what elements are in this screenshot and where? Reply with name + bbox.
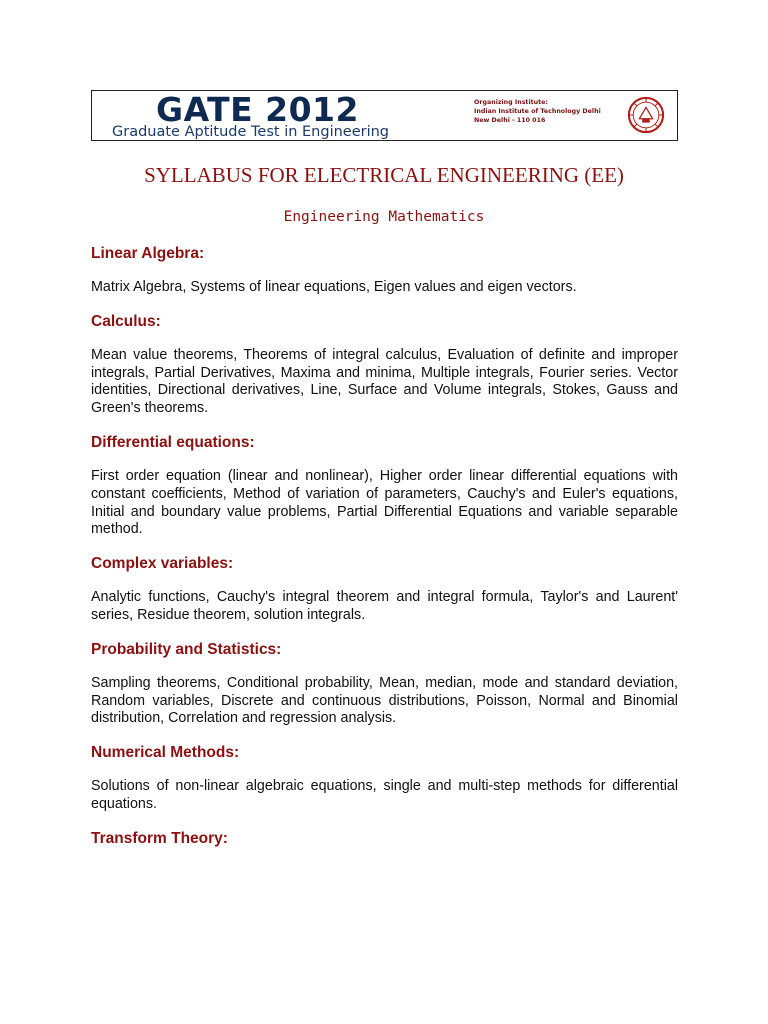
section-calculus: [91, 312, 678, 433]
section-linear-algebra: [91, 244, 678, 312]
section-title: Numerical Methods:: [91, 744, 240, 762]
header-banner: [91, 90, 678, 141]
section-body: Mean value theorems, Theorems of integral calculus, Evaluation of definite and improper integrals, Partial Derivatives, Maxima and minima, Multiple integrals, Fourier series. Vector identities, Directional derivatives, Line, Surface and Volume integrals, Stokes, Gauss and Green's theorems.: [91, 346, 678, 417]
section-complex-variables: [91, 554, 678, 640]
page-title: SYLLABUS FOR ELECTRICAL ENGINEERING (EE): [144, 163, 624, 187]
organizing-institute: [474, 98, 601, 125]
section-body: Analytic functions, Cauchy's integral theorem and integral formula, Taylor's and Laurent' series, Residue theorem, solution integrals.: [91, 589, 678, 623]
section-title: Transform Theory:: [91, 829, 228, 847]
section-probability-statistics: [91, 640, 678, 743]
page-subtitle: Engineering Mathematics: [283, 209, 485, 225]
section-title: Differential equations:: [91, 433, 255, 451]
banner-subtitle: Graduate Aptitude Test in Engineering: [112, 124, 390, 140]
syllabus-content: [91, 244, 678, 849]
section-differential-equations: [91, 433, 678, 554]
section-title: Calculus:: [91, 312, 161, 330]
banner-title: GATE 2012: [156, 90, 359, 129]
org-line-address: New Delhi - 110 016: [474, 117, 546, 124]
iit-delhi-emblem-icon: [627, 96, 665, 134]
section-transform-theory: [91, 829, 678, 849]
section-body: First order equation (linear and nonlinear), Higher order linear differential equations with constant coefficients, Method of variation of parameters, Cauchy's and Euler's equations, Initial and boundary value problems, Partial Differential Equations and variable separable method.: [91, 467, 678, 538]
section-title: Complex variables:: [91, 555, 234, 573]
org-line-institute: Indian Institute of Technology Delhi: [474, 108, 601, 115]
section-numerical-methods: [91, 743, 678, 829]
section-title: Linear Algebra:: [91, 245, 205, 262]
org-line-label: Organizing Institute:: [474, 99, 548, 106]
section-body: Sampling theorems, Conditional probability, Mean, median, mode and standard deviation, Random variables, Discrete and continuous distributions, Poisson, Normal and Binomial distribution, Correlation and regression analysis.: [91, 674, 678, 727]
section-title: Probability and Statistics:: [91, 640, 282, 658]
section-body: Matrix Algebra, Systems of linear equations, Eigen values and eigen vectors.: [91, 279, 577, 295]
section-body: Solutions of non-linear algebraic equations, single and multi-step methods for differential equations.: [91, 778, 678, 812]
